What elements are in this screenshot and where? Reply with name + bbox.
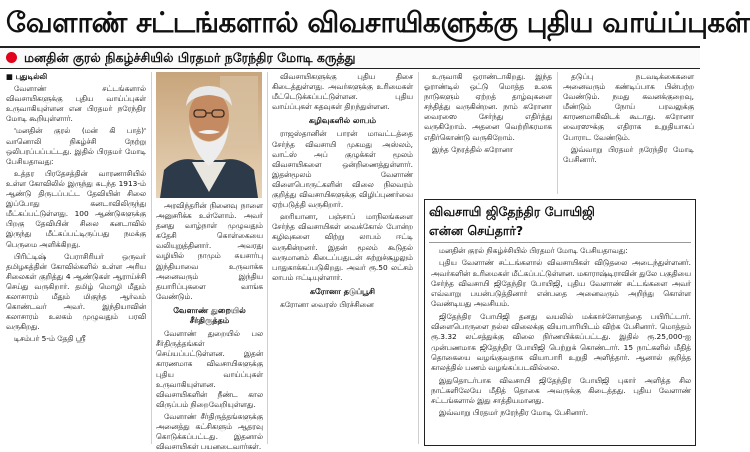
sidebar-divider <box>429 242 691 243</box>
sidebar-body <box>431 246 691 442</box>
paragraph: விவசாயிகளுக்கு புதிய திசை கிடைத்துள்ளது. அவர்களுக்கு உரிமைகள் மீட்டெடுக்கப்பட்டுள்ளன. புதிய வாய்ப்புகள் கதவுகள் திறந்துள்ளன. <box>272 72 413 112</box>
pm-portrait-photo <box>156 72 262 198</box>
sidebar-title-line: விவசாயி ஜிதேந்திர போயிஜி <box>429 204 595 219</box>
column-divider <box>267 72 268 444</box>
column-divider <box>151 72 152 444</box>
red-bullet-icon <box>6 52 17 63</box>
paragraph: ஜிதேந்திர போயிஜி தனது வயலில் மக்காச்சோளத்தை பயிரிட்டார். விளைபொருளை நல்ல விலைக்கு வியாபாரியிடம் விற்க பேசினார். மொத்தம் ரூ.3.32 லட்சத்துக்கு விலை நிர்ணயிக்கப்பட்டது. இதில் ரூ.25,000-ஐ முன்பணமாக ஜிதேந்திர போயிஜி பெற்றுக் கொண்டார். 15 நாட்களில் மீதித் தொகையை வழங்குவதாக வியாபாரி உறுதி அளித்தார். ஆனால் குறித்த காலத்தில் பணம் வழங்கப்படவில்லை. <box>431 311 691 373</box>
paragraph: இதுதொடர்பாக விவசாயி ஜிதேந்திர போயிஜி புகார் அளித்த சில நாட்களிலேயே மீதித் தொகை அவருக்கு கிடைத்தது. புதிய வேளாண் சட்டங்களால் இது சாத்தியமானது. <box>431 375 691 406</box>
paragraph: தடுப்பு நடவடிக்கைகளை அனைவரும் கண்டிப்பாக பின்பற்ற வேண்டும். நமது கவனக்குறைவு, மீண்டும் நோய் பரவலுக்கு காரணமாகிவிடக் கூடாது. கரோனா வைரஸுக்கு எதிராக உறுதியாகப் போராட வேண்டும். <box>563 72 694 142</box>
column-1 <box>6 72 146 444</box>
column-4 <box>424 72 552 194</box>
section-heading: கரோனா தடுப்பூசி <box>309 286 376 296</box>
paragraph: ராஜஸ்தானின் பாரன் மாவட்டத்தை சேர்ந்த விவசாயி முகமது அஸ்லம், வாட்ஸ் அப் குழுக்கள் மூலம் விவசாயிகளை ஒன்றிணைத்துள்ளார். இதன்மூலம் வேளாண் விளைபொருட்களின் விலை நிலவரம் குறித்து விவசாயிகளுக்கு விழிப்புணர்வை ஏற்படுத்தி வருகிறார். <box>272 129 413 210</box>
column-divider <box>557 72 558 194</box>
column-2 <box>156 201 263 452</box>
subheadline-bar <box>0 46 700 69</box>
paragraph: இந்த நேரத்தில் கரோனா <box>432 144 513 154</box>
sidebar-title <box>429 202 691 242</box>
paragraph: உருவாகி ஒராண்டாகிறது. இந்த ஓராண்டில் ஒட்டு மொத்த உலக நாடுகளும் ஏற்றத் தாழ்வுகளை சந்தித்து வருகின்றன. நாம் கரோனா வைரஸை சேர்ந்து எதிர்த்து வருகிறோம். அதனை வெற்றிகரமாக எதிர்கொண்டு வருகிறோம். <box>424 72 552 142</box>
sidebar-box <box>424 199 696 446</box>
paragraph: பிரிட்டிஷ் பேராசிரியர் ஒருவர் தமிழகத்தின் கோவில்களில் உள்ள அரிய சிலைகள் குறித்து 4 ஆண்டுகள் ஆராய்ச்சி செய்து வருகிறார். தமிழ் மொழி மீதும் கலாசாரம் மீதும் மிகுந்த ஆர்வம் கொண்டவர் அவர். இந்தியாவின் கலாசாரம் உலகம் முழுவதும் பரவி வருகிறது. <box>6 251 146 332</box>
paragraph: ஹரியானா, பஞ்சாப் மாநிலங்களை சேர்ந்த விவசாயிகள் வைக்கோல் போன்ற கழிவுகளை விற்று லாபம் ஈட்டி வருகின்றனர். இதன் மூலம் கூடுதல் வருமானம் கிடைப்பதுடன் சுற்றுச்சூழலும் பாதுகாக்கப்படுகிறது. அவர் ரூ.50 லட்சம் லாபம் ஈட்டியுள்ளார். <box>272 212 413 282</box>
paragraph: வேளாண் சட்டங்களால் விவசாயிகளுக்கு புதிய வாய்ப்புகள் உருவாகியுள்ளன என பிரதமர் நரேந்திர மோடி கூறியுள்ளார். <box>6 84 146 124</box>
column-divider <box>418 72 419 444</box>
paragraph: மனதின் குரல் நிகழ்ச்சியில் பிரதமர் மோடி பேசியதாவது: <box>439 246 628 255</box>
paragraph: வேளாண் துறையில் பல சீர்திருத்தங்கள் செய்யப்பட்டுள்ளன. இதன் காரணமாக விவசாயிகளுக்கு புதிய வாய்ப்புகள் உருவாகியுள்ளன. விவசாயிகளின் நீண்ட கால விருப்பம் நிறைவேறியுள்ளது. <box>156 329 263 409</box>
subheadline: மனதின் குரல் நிகழ்ச்சியில் பிரதமர் நரேந்திர மோடி கருத்து <box>24 50 356 65</box>
section-heading: கழிவுகளில் லாபம் <box>308 116 377 126</box>
paragraph: 'மனதின் குரல் (மன் கி பாத்)' வானொலி நிகழ்ச்சி நேற்று ஒலிபரப்பப்பட்டது. இதில் பிரதமர் மோடி பேசியதாவது: <box>6 126 146 166</box>
dateline: ■ புதுடில்லி <box>6 72 48 81</box>
section-heading: வேளாண் துறையில் சீர்திருத்தம் <box>173 305 246 326</box>
paragraph: டிசம்பர் 5-ம் தேதி ஸ்ரீ <box>14 334 86 344</box>
paragraph: வேளாண் சீர்திருத்தங்களுக்கு அனைத்து கட்சிகளும் ஆதரவு கொடுக்கப்பட்டது. இதனால் விவசாயிகள் பயனடைவார்கள். <box>156 411 263 452</box>
paragraph: புதிய வேளாண் சட்டங்களால் விவசாயிகள் விடுதலை அடைந்துள்ளனர். அவர்களின் உரிமைகள் மீட்கப்பட்டுள்ளன. மகாராஷ்டிராவின் துலே பகுதியை சேர்ந்த விவசாயி ஜிதேந்திர போயிஜி, புதிய வேளாண் சட்டங்களை அவர் எவ்வாறு பயன்படுத்தினார் என்பதை அனைவரும் அறிந்து கொள்ள வேண்டியது அவசியம். <box>431 258 691 309</box>
column-5 <box>563 72 694 194</box>
paragraph: அரவிந்தரின் நினைவு நாளை அனுசரிக்க உள்ளோம். அவர் தனது வாழ்நாள் முழுவதும் சுதேசி கொள்கையை வலியுறுத்தினார். அவரது வழியில் நாமும் சுயசார்பு இந்தியாவை உருவாக்க அனைவரும் இந்திய தயாரிப்புகளை வாங்க வேண்டும். <box>156 201 263 301</box>
sidebar-title-line: என்ன செய்தார்? <box>429 223 524 238</box>
headline: வேளாண் சட்டங்களால் விவசாயிகளுக்கு புதிய வாய்ப்புகள் <box>6 6 750 39</box>
paragraph: உத்தர பிரதேசத்தின் வாரணாசியில் உள்ள கோவிலில் இருந்து கடந்த 1913-ம் ஆண்டு திருடப்பட்ட தேவியின் சிலை இப்போது கனடாவிலிருந்து மீட்கப்பட்டுள்ளது. 100 ஆண்டுகளுக்கு பிறகு தேவியின் சிலை கனடாவில் இருந்து மீட்கப்பட்டிருப்பது நமக்கு பெருமை அளிக்கிறது. <box>6 168 146 249</box>
paragraph: இவ்வாறு பிரதமர் நரேந்திர மோடி பேசினார். <box>563 144 694 164</box>
paragraph: இவ்வாறு பிரதமர் நரேந்திர மோடி பேசினார். <box>439 408 589 418</box>
paragraph: கரோனா வைரஸ் பிரச்சினை <box>280 299 374 309</box>
column-3 <box>272 72 413 444</box>
